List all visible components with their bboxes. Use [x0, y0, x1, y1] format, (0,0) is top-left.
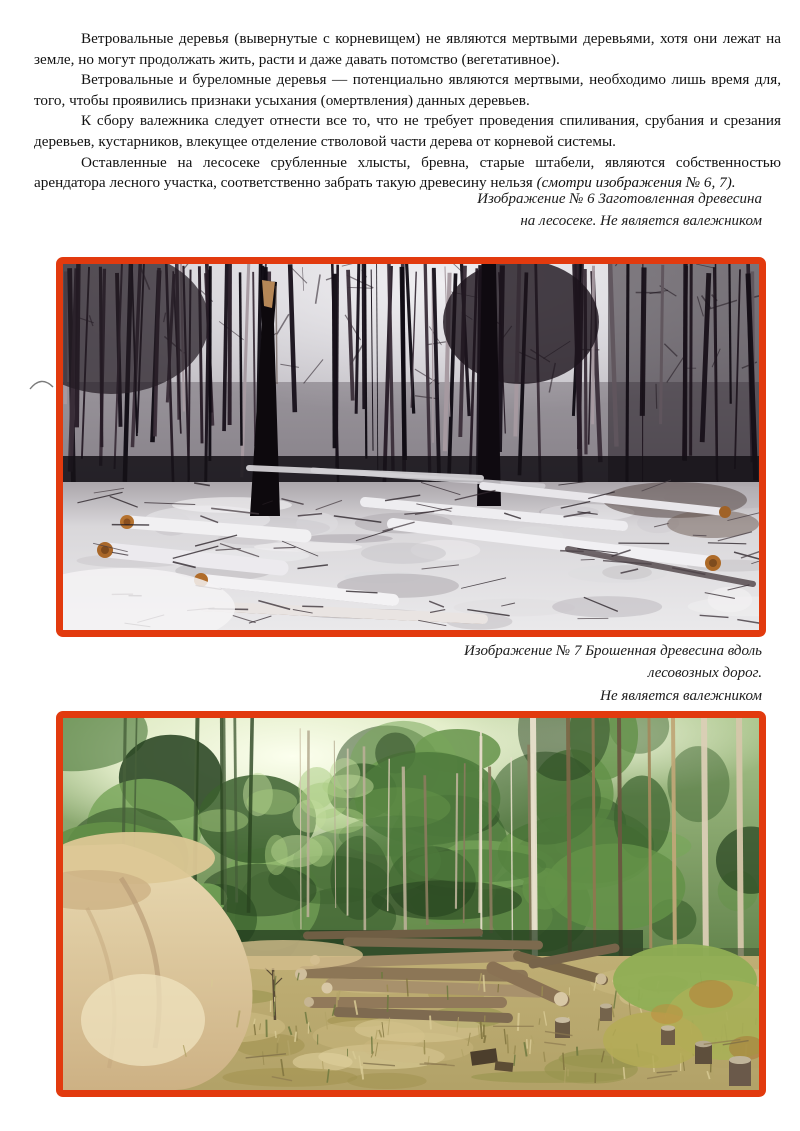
paragraph-windfall-broken-trees [34, 70, 781, 111]
paragraph-text: Ветровальные деревья (вывернутые с корневищем) не являются мертвыми деревьями, хотя они лежат на земле, но могут продолжать жить, расти и даже давать потомство (вегетативное). [34, 30, 781, 68]
scan-artifact-arc [22, 372, 62, 398]
paragraph-text: К сбору валежника следует отнести все то, что не требует проведения спиливания, срубания и срезания деревьев, кустарников, влекущее отделение стволовой части дерева от корневой системы. [34, 112, 781, 150]
figure-7-caption-line3: Не является валежником [600, 687, 762, 704]
figure-7-caption-line1: Изображение № 7 Брошенная древесина вдоль [463, 643, 762, 659]
figure-7-caption [464, 640, 762, 707]
figure-6-caption-line1: Изображение № 6 Заготовленная древесина [477, 191, 762, 207]
paragraph-italic-note: (смотри изображения № 6, 7). [536, 174, 736, 192]
paragraph-text: Оставленные на лесосеке срубленные хлысты, бревна, старые штабели, являются собственностью арендатора лесного участка, соответственно забрать такую древесину нельзя [34, 153, 781, 192]
body-text [34, 29, 781, 194]
summer-logging-road-photo [63, 718, 759, 1090]
figure-6-caption-line2: на лесосеке. Не является валежником [520, 213, 762, 230]
figure-7-caption-line2: лесовозных дорог. [647, 665, 762, 682]
figure-7-photo [56, 711, 766, 1097]
paragraph-windfall-trees [34, 29, 781, 70]
figure-6-photo [56, 257, 766, 637]
winter-clearcut-photo [63, 264, 759, 630]
figure-6-caption [477, 188, 762, 233]
paragraph-text: Ветровальные и буреломные деревья — потенциально являются мертвыми, необходимо лишь время для, того, чтобы проявились признаки усыхания (омертвления) данных деревьев. [34, 71, 781, 109]
paragraph-deadwood-collection [34, 111, 781, 152]
